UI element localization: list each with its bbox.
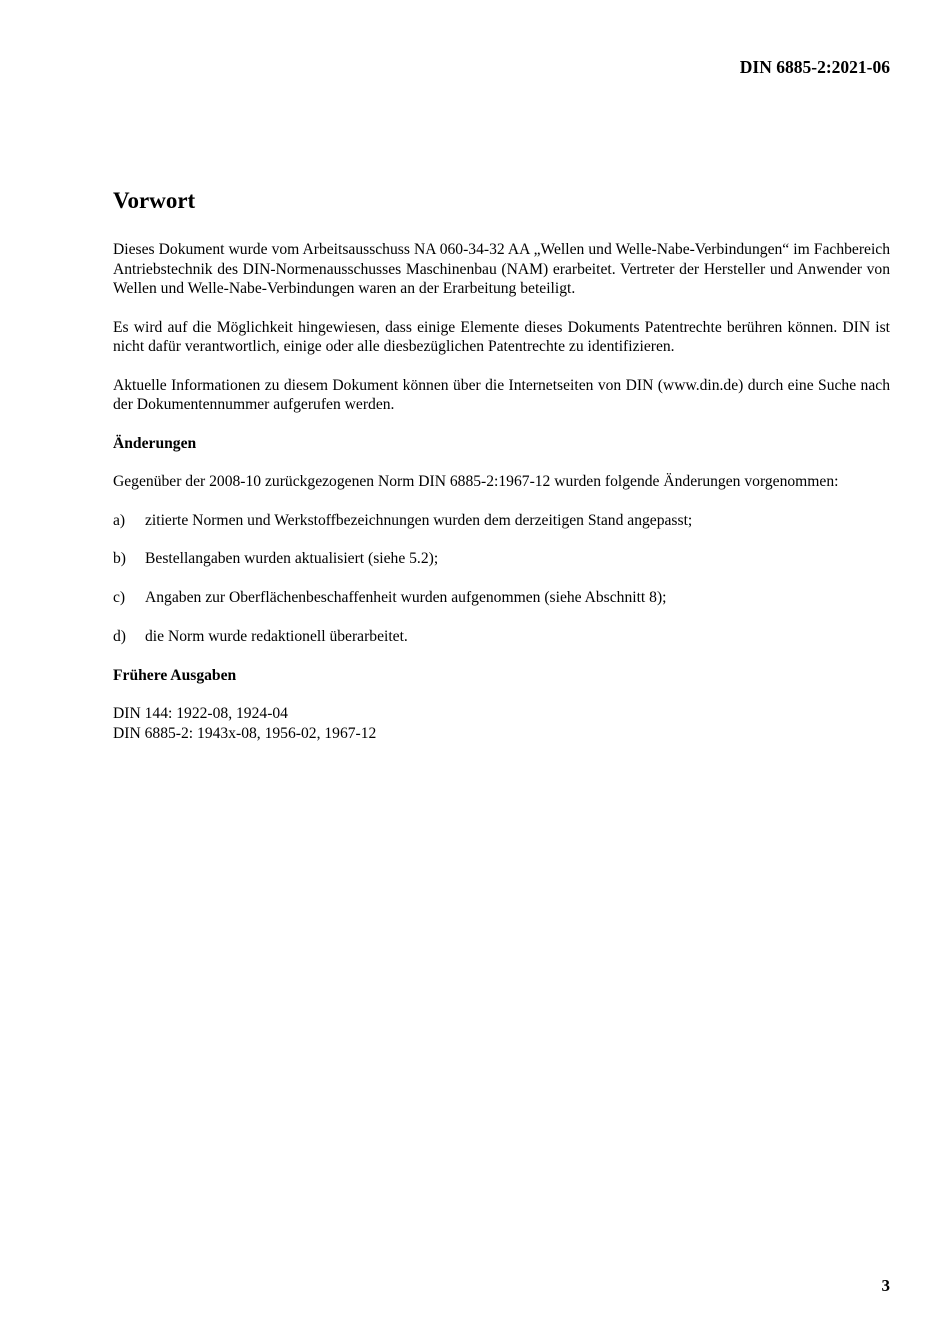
list-item	[113, 588, 890, 608]
paragraph-committee: Dieses Dokument wurde vom Arbeitsausschuss NA 060-34-32 AA „Wellen und Welle-Nabe-Verbindungen“ im Fachbereich Antriebstechnik des DIN-Normenausschusses Maschinenbau (NAM) erarbeitet. Vertreter der Hersteller und Anwender von Wellen und Welle-Nabe-Verbindungen waren an der Erarbeitung beteiligt.	[113, 241, 890, 297]
list-item-marker: c)	[113, 589, 126, 607]
list-item	[113, 627, 890, 647]
list-item-marker: d)	[113, 627, 126, 645]
list-item-text: zitierte Normen und Werkstoffbezeichnungen wurden dem derzeitigen Stand angepasst;	[145, 511, 693, 529]
earlier-editions-list	[113, 704, 890, 743]
list-item-marker: a)	[113, 511, 126, 529]
list-item	[113, 511, 890, 531]
list-item-marker: b)	[113, 550, 126, 568]
edition-line: DIN 6885-2: 1943x-08, 1956-02, 1967-12	[113, 724, 377, 742]
page-number: 3	[881, 1276, 890, 1295]
changes-heading: Änderungen	[113, 434, 197, 452]
page-title: Vorwort	[113, 188, 196, 213]
changes-intro: Gegenüber der 2008-10 zurückgezogenen Norm DIN 6885-2:1967-12 wurden folgende Änderungen vorgenommen:	[113, 473, 839, 490]
document-id-header: DIN 6885-2:2021-06	[739, 57, 890, 77]
page-content	[113, 185, 890, 762]
paragraph-current-info: Aktuelle Informationen zu diesem Dokument können über die Internetseiten von DIN (www.din.de) durch eine Suche nach der Dokumentennummer aufgerufen werden.	[113, 376, 890, 413]
list-item	[113, 549, 890, 569]
paragraph-patent-notice: Es wird auf die Möglichkeit hingewiesen, dass einige Elemente dieses Dokuments Patentrechte berühren können. DIN ist nicht dafür verantwortlich, einige oder alle diesbezüglichen Patentrechte zu identifizieren.	[113, 318, 890, 355]
earlier-editions-heading: Frühere Ausgaben	[113, 666, 237, 684]
list-item-text: Angaben zur Oberflächenbeschaffenheit wurden aufgenommen (siehe Abschnitt 8);	[145, 589, 667, 607]
changes-list	[113, 511, 890, 647]
list-item-text: Bestellangaben wurden aktualisiert (siehe 5.2);	[145, 550, 439, 568]
list-item-text: die Norm wurde redaktionell überarbeitet.	[145, 627, 408, 645]
edition-line: DIN 144: 1922-08, 1924-04	[113, 705, 288, 723]
